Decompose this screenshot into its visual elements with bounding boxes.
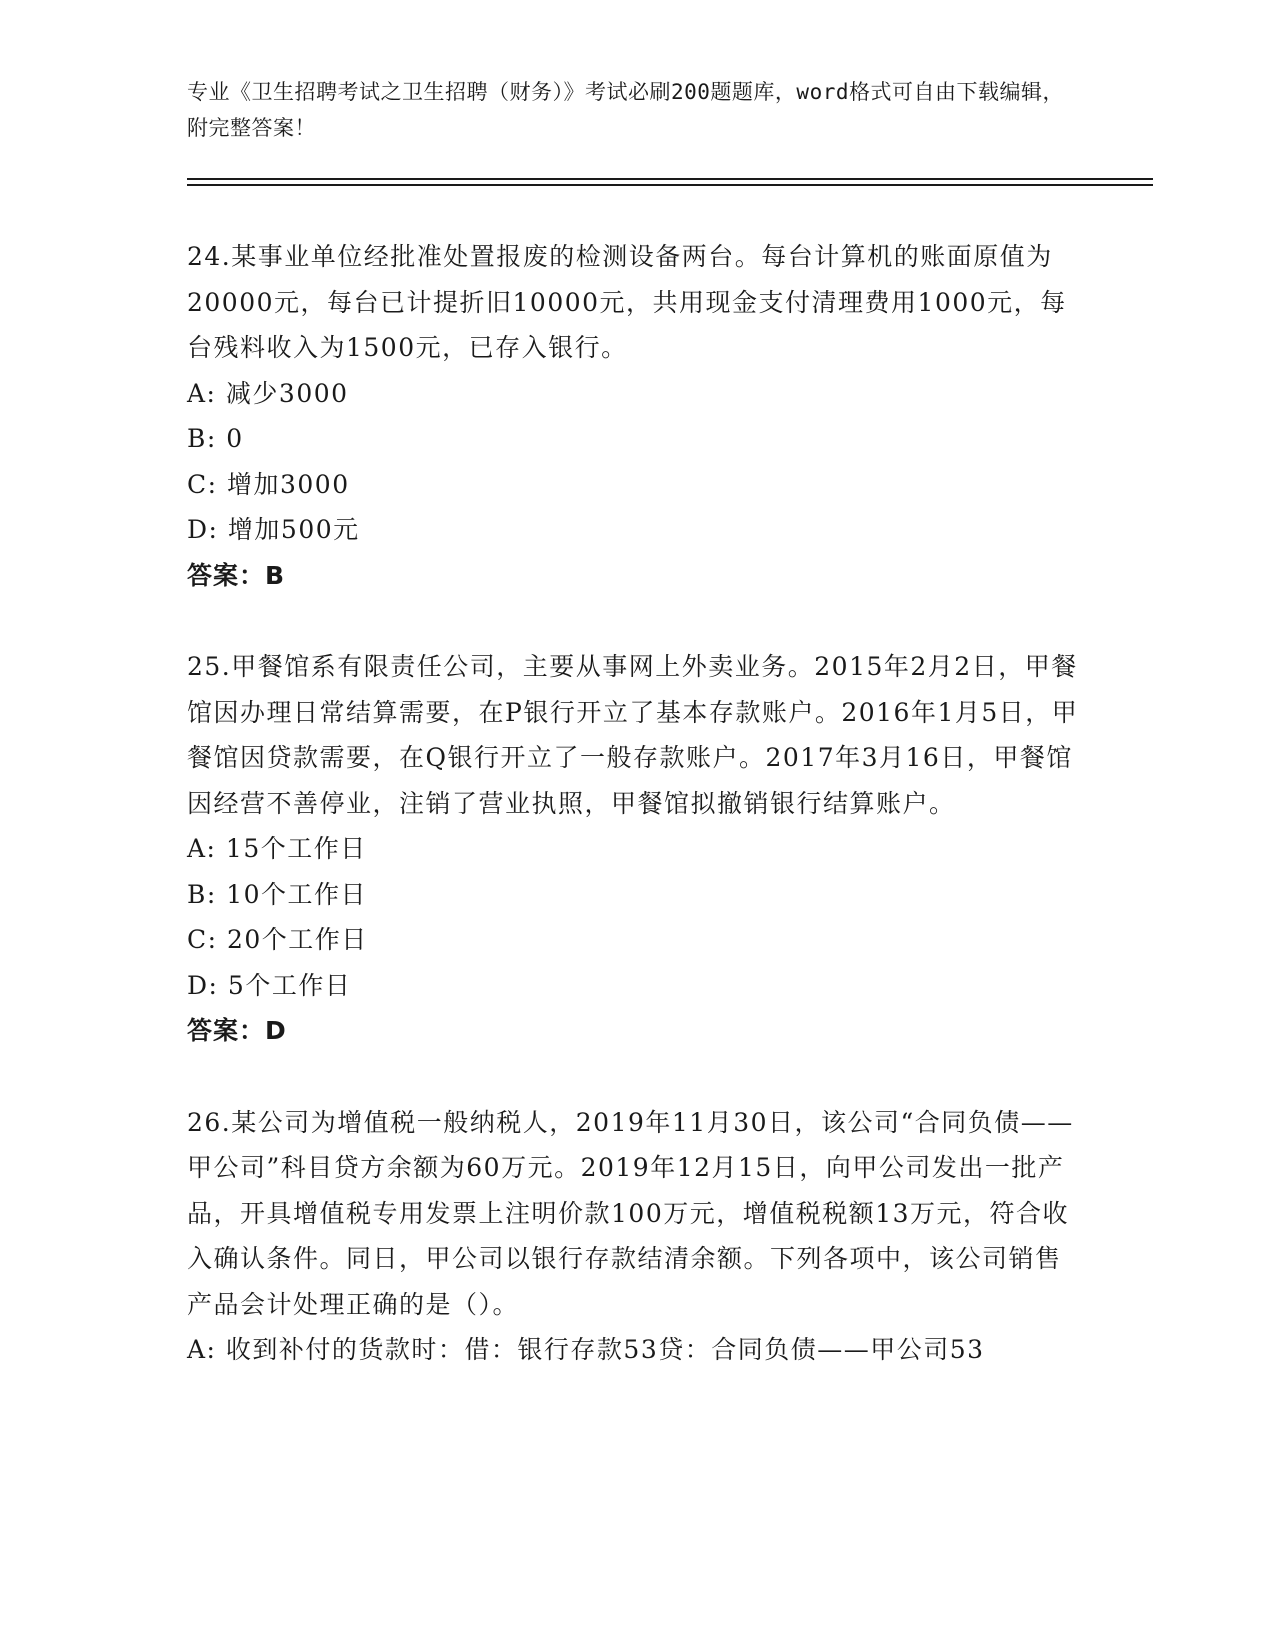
question-stem: 26.某公司为增值税一般纳税人，2019年11月30日，该公司“合同负债——甲公司”科目贷方余额为60万元。2019年12月15日，向甲公司发出一批产品，开具增值税专用发票上注明价款100万元，增值税税额13万元，符合收入确认条件。同日，甲公司以银行存款结清余额。下列各项中，该公司销售产品会计处理正确的是（）。 — [187, 1107, 1074, 1319]
header-divider-bottom — [187, 184, 1153, 186]
option-c: C: 20个工作日 — [187, 925, 368, 954]
header-divider-top — [187, 178, 1153, 180]
option-list — [187, 1327, 1087, 1373]
option-list — [187, 371, 1087, 553]
question-26 — [187, 1100, 1087, 1373]
option-b: B: 0 — [187, 424, 244, 453]
option-list — [187, 826, 1087, 1008]
option-b: B: 10个工作日 — [187, 879, 368, 909]
option-a: A: 减少3000 — [187, 378, 349, 408]
question-stem: 24.某事业单位经批准处置报废的检测设备两台。每台计算机的账面原值为20000元，每台已计提折旧10000元，共用现金支付清理费用1000元，每台残料收入为1500元，已存入银行。 — [187, 242, 1067, 362]
document-header-note: 专业《卫生招聘考试之卫生招聘（财务）》考试必刷200题题库，word格式可自由下载编辑，附完整答案！ — [187, 80, 1064, 140]
question-24 — [187, 234, 1087, 598]
question-25 — [187, 644, 1087, 1054]
option-a: A: 收到补付的货款时：借：银行存款53贷：合同负债——甲公司53 — [187, 1335, 985, 1364]
option-d: D: 增加500元 — [187, 515, 360, 544]
question-list — [187, 234, 1087, 1419]
answer-label: 答案：B — [187, 560, 286, 590]
option-c: C: 增加3000 — [187, 469, 350, 499]
answer-label: 答案：D — [187, 1016, 287, 1045]
question-stem: 25.甲餐馆系有限责任公司，主要从事网上外卖业务。2015年2月2日，甲餐馆因办理日常结算需要，在P银行开立了基本存款账户。2016年1月5日，甲餐馆因贷款需要，在Q银行开立了一般存款账户。2017年3月16日，甲餐馆因经营不善停业，注销了营业执照，甲餐馆拟撤销银行结算账户。 — [187, 652, 1079, 818]
option-a: A: 15个工作日 — [187, 834, 367, 863]
option-d: D: 5个工作日 — [187, 970, 352, 1000]
